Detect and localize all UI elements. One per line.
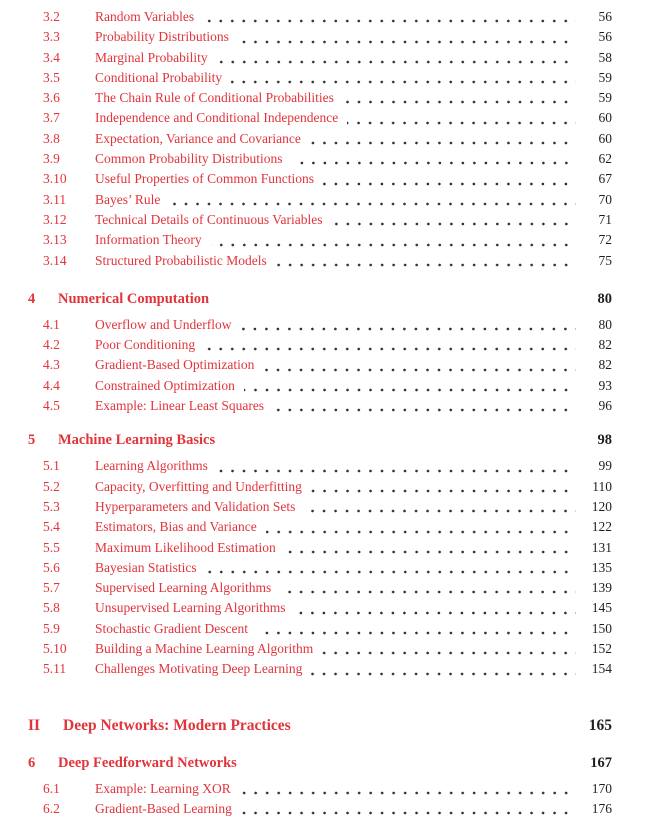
toc-entry-page: 135 bbox=[591, 559, 612, 575]
toc-entry-page: 176 bbox=[591, 800, 612, 816]
toc-entry bbox=[28, 7, 612, 27]
toc-entry bbox=[28, 779, 612, 799]
toc-entry bbox=[28, 149, 612, 169]
dot-leader bbox=[206, 570, 576, 574]
toc-entry bbox=[28, 517, 612, 537]
toc-entry-page: 96 bbox=[598, 398, 612, 414]
dot-leader bbox=[231, 80, 576, 84]
toc-entry-title[interactable]: Technical Details of Continuous Variables bbox=[95, 211, 323, 227]
toc-entry-title[interactable]: Example: Learning XOR bbox=[95, 780, 231, 796]
toc-entry-title[interactable]: Building a Machine Learning Algorithm bbox=[95, 641, 314, 657]
toc-entry-number[interactable]: 5.7 bbox=[43, 580, 60, 596]
toc-chapter-title[interactable]: Numerical Computation bbox=[58, 290, 210, 307]
toc-entry-page: 75 bbox=[598, 252, 612, 268]
toc-entry bbox=[28, 210, 612, 230]
dot-leader bbox=[238, 40, 576, 44]
dot-leader bbox=[266, 530, 576, 534]
dot-leader bbox=[203, 19, 576, 23]
toc-entry-title[interactable]: Poor Conditioning bbox=[95, 337, 196, 353]
dot-leader bbox=[240, 791, 576, 795]
toc-entry-title[interactable]: Example: Linear Least Squares bbox=[95, 398, 265, 414]
dot-leader bbox=[322, 651, 576, 655]
toc-entry bbox=[28, 190, 612, 210]
dot-leader bbox=[285, 550, 576, 554]
toc-entry bbox=[28, 108, 612, 128]
toc-entry bbox=[28, 477, 612, 497]
dot-leader bbox=[343, 100, 576, 104]
toc-entry-title[interactable]: Maximum Likelihood Estimation bbox=[95, 539, 276, 555]
toc-chapter-heading bbox=[28, 751, 612, 775]
toc-entry-page: 59 bbox=[598, 90, 612, 106]
dot-leader bbox=[276, 263, 576, 267]
toc-entry-title[interactable]: Unsupervised Learning Algorithms bbox=[95, 600, 286, 616]
toc-entry-title[interactable]: Gradient-Based Learning bbox=[95, 800, 232, 816]
toc-entry-title[interactable]: Bayes’ Rule bbox=[95, 191, 161, 207]
dot-leader bbox=[244, 388, 576, 392]
dot-leader bbox=[310, 141, 576, 145]
toc-entry-number[interactable]: 5.2 bbox=[43, 478, 60, 494]
toc-entry-page: 145 bbox=[591, 600, 612, 616]
toc-entry-page: 56 bbox=[598, 29, 612, 45]
dot-leader bbox=[304, 509, 576, 513]
toc-chapter-number[interactable]: 4 bbox=[28, 290, 36, 307]
toc-entry-page: 82 bbox=[598, 337, 612, 353]
dot-leader bbox=[273, 408, 576, 412]
toc-entry-page: 60 bbox=[598, 130, 612, 146]
toc-chapter-number[interactable]: 5 bbox=[28, 432, 36, 449]
toc-entry-number[interactable]: 5.10 bbox=[43, 641, 67, 657]
toc-entry-title[interactable]: Expectation, Variance and Covariance bbox=[95, 130, 301, 146]
toc-entry-title[interactable]: Gradient-Based Optimization bbox=[95, 357, 255, 373]
toc-chapter-title[interactable]: Machine Learning Basics bbox=[58, 432, 216, 449]
toc-entry-title[interactable]: Stochastic Gradient Descent bbox=[95, 620, 248, 636]
toc-entry bbox=[28, 598, 612, 618]
toc-entry-title[interactable]: Useful Properties of Common Functions bbox=[95, 171, 314, 187]
toc-entry-number[interactable]: 5.9 bbox=[43, 620, 60, 636]
toc-entry-page: 80 bbox=[598, 316, 612, 332]
toc-entry bbox=[28, 48, 612, 68]
toc-part-heading bbox=[28, 713, 612, 739]
toc-entry-page: 56 bbox=[598, 9, 612, 24]
toc-entry-page: 110 bbox=[592, 478, 612, 494]
toc-entry-title[interactable]: Probability Distributions bbox=[95, 29, 229, 45]
toc-entry-page: 150 bbox=[591, 620, 612, 636]
toc-entry-page: 131 bbox=[591, 539, 612, 555]
toc-chapter-page: 167 bbox=[590, 754, 612, 771]
toc-entry bbox=[28, 169, 612, 189]
toc-entry-number[interactable]: 3.9 bbox=[43, 151, 60, 167]
dot-leader bbox=[311, 489, 576, 493]
toc-entry-page: 71 bbox=[598, 211, 612, 227]
toc-chapter-heading bbox=[28, 287, 612, 311]
toc-entry-number[interactable]: 5.6 bbox=[43, 559, 60, 575]
toc-chapter-number[interactable]: 6 bbox=[28, 754, 36, 771]
toc-entry-number[interactable]: 4.2 bbox=[43, 337, 60, 353]
toc-chapter-heading bbox=[28, 428, 612, 452]
dot-leader bbox=[240, 327, 576, 331]
dot-leader bbox=[217, 60, 576, 64]
toc-entry bbox=[28, 456, 612, 476]
toc-entry-number[interactable]: 4.3 bbox=[43, 357, 60, 373]
toc-entry-number[interactable]: 6.1 bbox=[43, 780, 60, 796]
toc-entry-title[interactable]: Hyperparameters and Validation Sets bbox=[95, 498, 296, 514]
toc-entry-page: 122 bbox=[591, 519, 612, 535]
dot-leader bbox=[280, 590, 576, 594]
toc-entry-title[interactable]: Learning Algorithms bbox=[95, 458, 208, 474]
dot-leader bbox=[323, 182, 576, 186]
toc-entry bbox=[28, 376, 612, 396]
toc-entry bbox=[28, 68, 612, 88]
toc-entry-title[interactable]: Supervised Learning Algorithms bbox=[95, 580, 272, 596]
toc-entry-number[interactable]: 3.2 bbox=[43, 9, 60, 24]
toc-entry bbox=[28, 659, 612, 679]
toc-entry bbox=[28, 538, 612, 558]
toc-entry bbox=[28, 129, 612, 149]
toc-entry-number[interactable]: 3.11 bbox=[43, 191, 67, 207]
toc-part-number[interactable]: II bbox=[28, 716, 41, 734]
toc-entry-number[interactable]: 3.7 bbox=[43, 110, 60, 126]
dot-leader bbox=[347, 121, 576, 125]
toc-entry-number[interactable]: 5.3 bbox=[43, 498, 60, 514]
toc-entry-page: 93 bbox=[598, 377, 612, 393]
dot-leader bbox=[241, 811, 576, 815]
dot-leader bbox=[311, 672, 576, 676]
toc-entry-title[interactable]: Independence and Conditional Independence bbox=[95, 110, 339, 126]
toc-entry bbox=[28, 396, 612, 416]
toc-entry-page: 72 bbox=[598, 232, 612, 248]
toc-entry-page: 67 bbox=[598, 171, 612, 187]
toc-entry-page: 62 bbox=[598, 151, 612, 167]
toc-chapter-page: 80 bbox=[597, 290, 612, 307]
toc-entry-title[interactable]: Marginal Probability bbox=[95, 49, 208, 65]
toc-entry bbox=[28, 639, 612, 659]
toc-entry bbox=[28, 27, 612, 47]
toc-entry-number[interactable]: 3.3 bbox=[43, 29, 60, 45]
toc-entry-number[interactable]: 3.14 bbox=[43, 252, 67, 268]
toc-entry-title[interactable]: Capacity, Overfitting and Underfitting bbox=[95, 478, 302, 494]
toc-entry-page: 152 bbox=[591, 641, 612, 657]
toc-entry-title[interactable]: Random Variables bbox=[95, 9, 195, 24]
toc-entry-page: 70 bbox=[598, 191, 612, 207]
toc-entry-title[interactable]: Overflow and Underflow bbox=[95, 316, 232, 332]
toc-entry-page: 120 bbox=[591, 498, 612, 514]
toc-entry-page: 60 bbox=[598, 110, 612, 126]
toc-entry bbox=[28, 558, 612, 578]
toc-entry bbox=[28, 799, 612, 819]
toc-entry-number[interactable]: 4.1 bbox=[43, 316, 60, 332]
toc-entry-number[interactable]: 4.4 bbox=[43, 377, 60, 393]
toc-entry bbox=[28, 497, 612, 517]
toc-entry-number[interactable]: 3.6 bbox=[43, 90, 60, 106]
toc-entry-title[interactable]: Bayesian Statistics bbox=[95, 559, 197, 575]
toc-chapter-page: 98 bbox=[597, 432, 612, 449]
toc-entry bbox=[28, 251, 612, 271]
toc-entry-number[interactable]: 5.5 bbox=[43, 539, 60, 555]
dot-leader bbox=[332, 222, 576, 226]
dot-leader bbox=[217, 469, 576, 473]
dot-leader bbox=[204, 347, 576, 351]
toc-entry-number[interactable]: 4.5 bbox=[43, 398, 60, 414]
toc-entry-title[interactable]: Constrained Optimization bbox=[95, 377, 235, 393]
toc-entry-title[interactable]: Challenges Motivating Deep Learning bbox=[95, 661, 303, 677]
toc-entry-number[interactable]: 6.2 bbox=[43, 800, 60, 816]
toc-entry-number[interactable]: 3.5 bbox=[43, 69, 60, 85]
dot-leader bbox=[169, 202, 576, 206]
toc-entry-number[interactable]: 3.12 bbox=[43, 211, 67, 227]
toc-entry-title[interactable]: Common Probability Distributions bbox=[95, 151, 283, 167]
toc-entry-page: 99 bbox=[598, 458, 612, 474]
toc-part-title[interactable]: Deep Networks: Modern Practices bbox=[63, 716, 291, 734]
toc-entry-title[interactable]: Conditional Probability bbox=[95, 69, 223, 85]
dot-leader bbox=[257, 631, 576, 635]
dot-leader bbox=[211, 243, 576, 247]
toc-entry-title[interactable]: Structured Probabilistic Models bbox=[95, 252, 267, 268]
toc-entry-number[interactable]: 5.1 bbox=[43, 458, 60, 474]
toc-entry-number[interactable]: 5.11 bbox=[43, 661, 67, 677]
toc-entry-page: 139 bbox=[591, 580, 612, 596]
toc-entry-title[interactable]: Information Theory bbox=[95, 232, 202, 248]
toc-part-page: 165 bbox=[588, 716, 612, 734]
dot-leader bbox=[292, 161, 576, 165]
toc-entry-number[interactable]: 5.8 bbox=[43, 600, 60, 616]
toc-entry-number[interactable]: 3.8 bbox=[43, 130, 60, 146]
toc-entry-number[interactable]: 3.10 bbox=[43, 171, 67, 187]
dot-leader bbox=[263, 368, 576, 372]
toc-entry-page: 58 bbox=[598, 49, 612, 65]
toc-entry-page: 154 bbox=[591, 661, 612, 677]
toc-chapter-title[interactable]: Deep Feedforward Networks bbox=[58, 754, 237, 771]
toc-entry bbox=[28, 88, 612, 108]
toc-entry-number[interactable]: 3.13 bbox=[43, 232, 67, 248]
toc-entry bbox=[28, 355, 612, 375]
dot-leader bbox=[294, 611, 576, 615]
toc-entry-page: 82 bbox=[598, 357, 612, 373]
toc-entry bbox=[28, 578, 612, 598]
toc-entry-number[interactable]: 5.4 bbox=[43, 519, 60, 535]
toc-entry-page: 170 bbox=[591, 780, 612, 796]
toc-entry-page: 59 bbox=[598, 69, 612, 85]
toc-entry bbox=[28, 315, 612, 335]
toc-entry bbox=[28, 335, 612, 355]
toc-entry-title[interactable]: Estimators, Bias and Variance bbox=[95, 519, 257, 535]
toc-entry bbox=[28, 619, 612, 639]
toc-entry-number[interactable]: 3.4 bbox=[43, 49, 60, 65]
toc-entry-title[interactable]: The Chain Rule of Conditional Probabilities bbox=[95, 90, 334, 106]
toc-entry bbox=[28, 230, 612, 250]
